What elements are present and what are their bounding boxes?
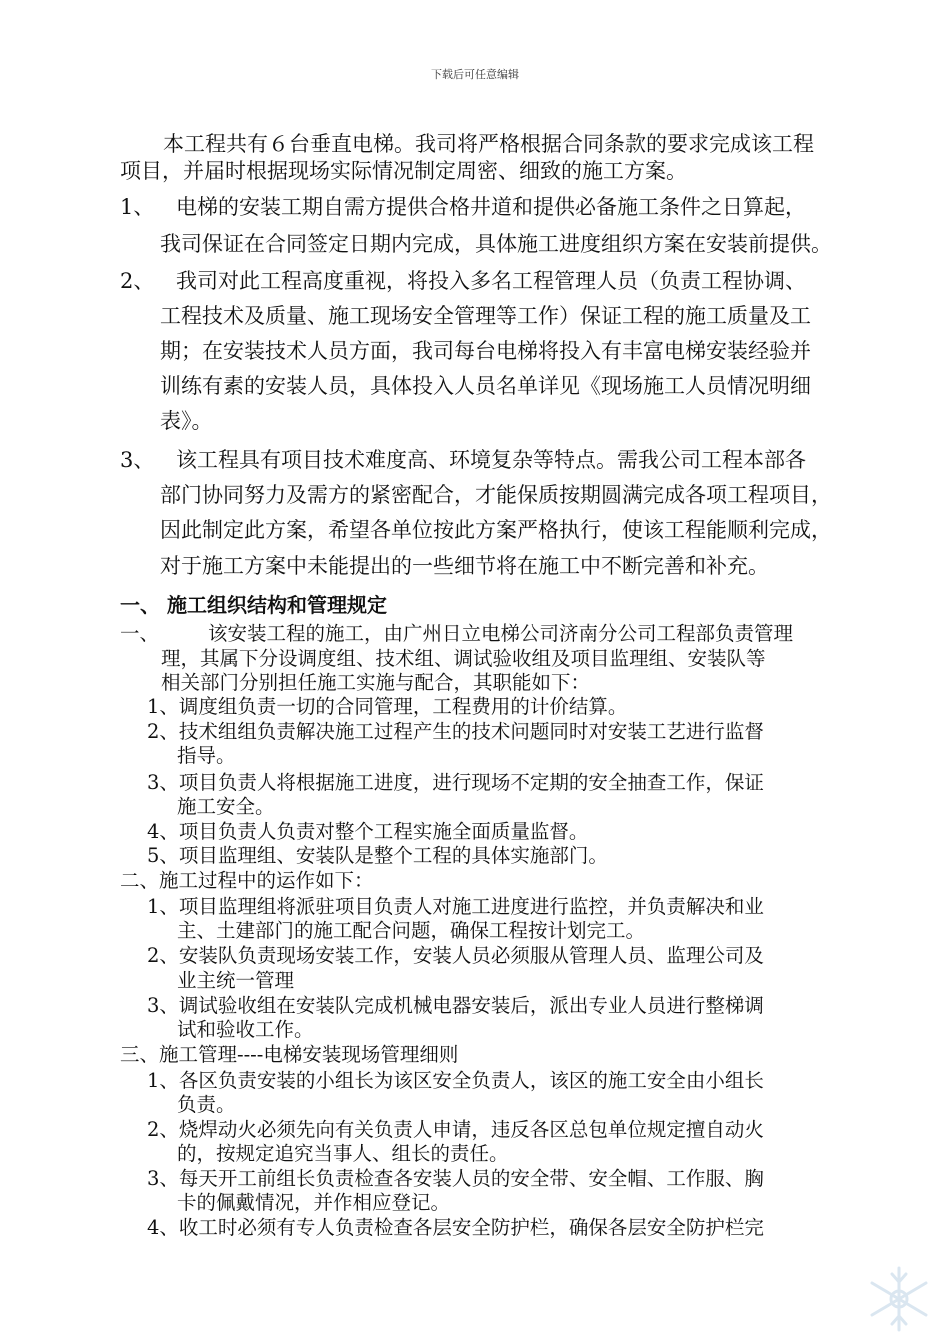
sub-1-number: 一、 xyxy=(120,622,160,645)
sub-2-point-3-cont: 试和验收工作。 xyxy=(177,1018,314,1041)
page-header-note: 下载后可任意编辑 xyxy=(431,68,519,81)
sub-1-point-2: 2、技术组组负责解决施工过程产生的技术问题同时对安装工艺进行监督 xyxy=(147,720,764,743)
item-2-number: 2、 xyxy=(120,269,155,293)
item-3-line-2: 部门协同努力及需方的紧密配合，才能保质按期圆满完成各项工程项目， xyxy=(160,483,832,507)
sub-3-heading: 三、施工管理----电梯安装现场管理细则 xyxy=(120,1043,459,1066)
item-2-line-1: 我司对此工程高度重视，将投入多名工程管理人员（负责工程协调、 xyxy=(176,269,806,293)
sub-1-point-2-cont: 指导。 xyxy=(177,744,236,767)
sub-3-point-3-cont: 卡的佩戴情况，并作相应登记。 xyxy=(177,1191,451,1214)
sub-1-point-4: 4、项目负责人负责对整个工程实施全面质量监督。 xyxy=(147,820,589,843)
sub-1-point-5: 5、项目监理组、安装队是整个工程的具体实施部门。 xyxy=(147,844,608,867)
sub-2-heading: 二、施工过程中的运作如下： xyxy=(120,869,374,892)
section-heading: 一、 施工组织结构和管理规定 xyxy=(120,593,387,617)
item-1-line-2: 我司保证在合同签定日期内完成，具体施工进度组织方案在安装前提供。 xyxy=(160,232,832,256)
item-1-number: 1、 xyxy=(120,195,155,219)
item-3-line-1: 该工程具有项目技术难度高、环境复杂等特点。需我公司工程本部各 xyxy=(176,448,806,472)
sub-1-point-1: 1、调度组负责一切的合同管理，工程费用的计价结算。 xyxy=(147,695,628,718)
watermark-logo-icon xyxy=(862,1262,936,1336)
sub-2-point-2-cont: 业主统一管理 xyxy=(177,969,295,992)
item-3-number: 3、 xyxy=(120,448,155,472)
sub-3-point-2-cont: 的，按规定追究当事人、组长的责任。 xyxy=(177,1142,509,1165)
sub-1-point-3-cont: 施工安全。 xyxy=(177,795,275,818)
sub-2-point-2: 2、安装队负责现场安装工作，安装人员必须服从管理人员、监理公司及 xyxy=(147,944,764,967)
intro-line-2: 项目，并届时根据现场实际情况制定周密、细致的施工方案。 xyxy=(120,159,687,183)
item-2-line-3: 期；在安装技术人员方面，我司每台电梯将投入有丰富电梯安装经验并 xyxy=(160,339,811,363)
intro-line-1: 本工程共有６台垂直电梯。我司将严格根据合同条款的要求完成该工程 xyxy=(163,132,814,156)
sub-2-point-1: 1、项目监理组将派驻项目负责人对施工进度进行监控，并负责解决和业 xyxy=(147,895,764,918)
sub-3-point-1-cont: 负责。 xyxy=(177,1093,236,1116)
item-2-line-4: 训练有素的安装人员，具体投入人员名单详见《现场施工人员情况明细 xyxy=(160,374,811,398)
sub-2-point-1-cont: 主、土建部门的施工配合问题，确保工程按计划完工。 xyxy=(177,919,646,942)
sub-3-point-3: 3、每天开工前组长负责检查各安装人员的安全带、安全帽、工作服、胸 xyxy=(147,1167,764,1190)
item-2-line-2: 工程技术及质量、施工现场安全管理等工作）保证工程的施工质量及工 xyxy=(160,304,811,328)
sub-3-point-2: 2、烧焊动火必须先向有关负责人申请，违反各区总包单位规定擅自动火 xyxy=(147,1118,764,1141)
sub-2-point-3: 3、调试验收组在安装队完成机械电器安装后，派出专业人员进行整梯调 xyxy=(147,994,764,1017)
sub-1-line-2: 理，其属下分设调度组、技术组、调试验收组及项目监理组、安装队等 xyxy=(161,647,766,670)
sub-1-point-3: 3、项目负责人将根据施工进度，进行现场不定期的安全抽查工作，保证 xyxy=(147,771,764,794)
item-1-line-1: 电梯的安装工期自需方提供合格井道和提供必备施工条件之日算起， xyxy=(176,195,806,219)
item-3-line-4: 对于施工方案中未能提出的一些细节将在施工中不断完善和补充。 xyxy=(160,554,769,578)
sub-3-point-1: 1、各区负责安装的小组长为该区安全负责人，该区的施工安全由小组长 xyxy=(147,1069,764,1092)
item-2-line-5: 表》。 xyxy=(160,409,213,433)
sub-1-line-3: 相关部门分别担任施工实施与配合，其职能如下： xyxy=(161,671,591,694)
item-3-line-3: 因此制定此方案，希望各单位按此方案严格执行，使该工程能顺利完成， xyxy=(160,518,832,542)
sub-1-line-1: 该安装工程的施工，由广州日立电梯公司济南分公司工程部负责管理 xyxy=(208,622,794,645)
sub-3-point-4: 4、收工时必须有专人负责检查各层安全防护栏，确保各层安全防护栏完 xyxy=(147,1216,764,1239)
